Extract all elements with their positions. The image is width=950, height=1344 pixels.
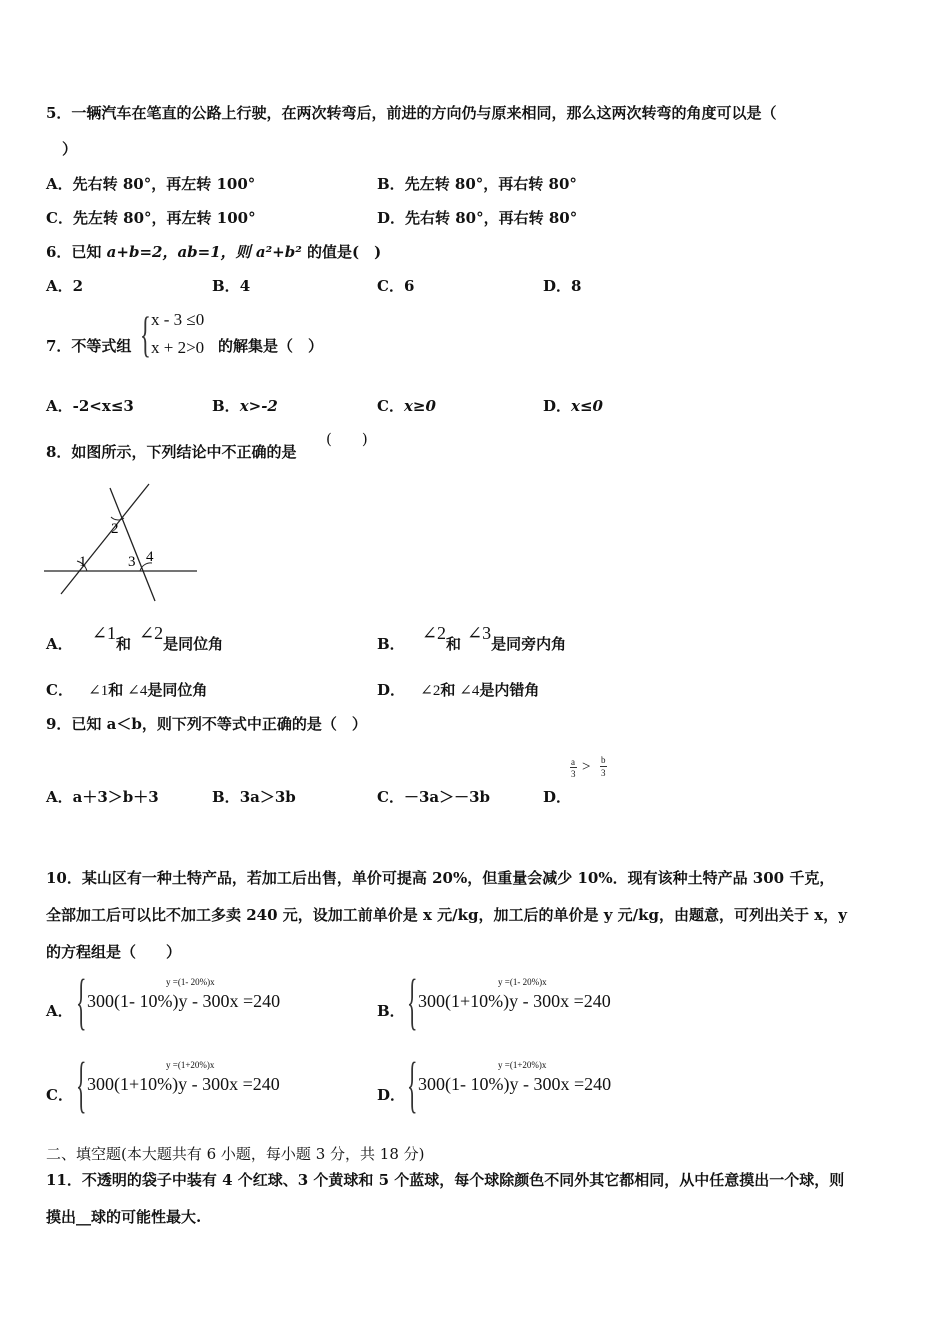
q5-stem: 5．一辆汽车在笔直的公路上行驶，在两次转弯后，前进的方向仍与原来相同，那么这两次转弯的角度可以是（ <box>46 104 777 122</box>
q10-option-b-top: y =(1- 20%)x <box>498 977 547 987</box>
q9-option-a[interactable]: A．a＋3＞b＋3 <box>46 788 159 806</box>
q10-line-2: 全部加工后可以比不加工多卖 240 元，设加工前单价是 x 元/kg，加工后的单价是 y 元/kg，由题意，可列出关于 x，y <box>46 906 847 924</box>
q7-option-c[interactable]: C．x≥0 <box>377 397 436 415</box>
figure-label-2: 2 <box>111 521 119 537</box>
q5-option-b[interactable]: B．先左转 80°，再右转 80° <box>377 175 577 193</box>
q8-option-b[interactable]: B． ∠2和∠3是同旁内角 <box>377 623 567 653</box>
q8-option-d[interactable]: D． ∠2和 ∠4是内错角 <box>377 681 540 699</box>
q10-line-3: 的方程组是（ ） <box>46 943 182 961</box>
q9-option-b[interactable]: B．3a＞3b <box>212 788 296 806</box>
q7-option-b[interactable]: B．x>-2 <box>212 397 278 415</box>
figure-label-1: 1 <box>79 554 87 570</box>
q6-option-d[interactable]: D．8 <box>543 277 582 295</box>
q10-option-a-bottom: 300(1- 10%)y - 300x =240 <box>87 991 281 1011</box>
figure-label-3: 3 <box>128 554 136 570</box>
q11-line-2: 摸出__球的可能性最大. <box>46 1208 202 1226</box>
q7-inequality-1: x - 3 ≤0 <box>151 310 205 329</box>
figure-transversal-left <box>61 484 149 594</box>
q9-option-d[interactable]: D． <box>543 788 572 806</box>
section-2-title: 二、填空题(本大题共有 6 小题，每小题 3 分，共 18 分) <box>46 1145 425 1163</box>
q10-option-d-brace: { <box>407 1051 418 1119</box>
q6-option-b[interactable]: B．4 <box>212 277 251 295</box>
q10-option-c-bottom: 300(1+10%)y - 300x =240 <box>87 1074 280 1094</box>
q11-line-1: 11．不透明的袋子中装有 4 个红球、3 个黄球和 5 个蓝球，每个球除颜色不同外其它都相同，从中任意摸出一个球，则 <box>46 1171 845 1189</box>
q5-option-d[interactable]: D．先右转 80°，再右转 80° <box>377 209 578 227</box>
figure-label-4: 4 <box>146 549 154 565</box>
q7-stem-suffix: 的解集是（ ） <box>218 337 324 355</box>
q7-option-d[interactable]: D．x≤0 <box>543 397 603 415</box>
q5-stem-end: ） <box>62 140 78 158</box>
q7-option-a[interactable]: A．-2<x≤3 <box>46 397 134 415</box>
q7-inequality-2: x + 2>0 <box>151 338 205 357</box>
q10-option-b-bottom: 300(1+10%)y - 300x =240 <box>418 991 611 1011</box>
q8-figure <box>40 480 205 605</box>
q10-option-c-label[interactable]: C． <box>46 1086 73 1104</box>
q6-option-a[interactable]: A．2 <box>46 277 84 295</box>
q8-option-a[interactable]: A． ∠1和∠2是同位角 <box>46 623 224 653</box>
q8-stem: 8．如图所示，下列结论中不正确的是 <box>46 443 297 461</box>
q10-option-c-brace: { <box>76 1051 87 1119</box>
q10-option-a-brace: { <box>76 968 87 1036</box>
q8-paren: ( ) <box>326 430 368 448</box>
q10-option-c-top: y =(1+20%)x <box>166 1060 215 1070</box>
q10-option-d-label[interactable]: D． <box>377 1086 406 1104</box>
q10-option-b-label[interactable]: B． <box>377 1002 405 1020</box>
q10-option-d-bottom: 300(1- 10%)y - 300x =240 <box>418 1074 612 1094</box>
q7-brace: { <box>140 306 151 362</box>
q10-option-d-top: y =(1+20%)x <box>498 1060 547 1070</box>
q9-stem: 9．已知 a＜b，则下列不等式中正确的是（ ） <box>46 715 367 733</box>
q10-option-a-top: y =(1- 20%)x <box>166 977 215 987</box>
q6-stem: 6．已知 a+b=2，ab=1，则 a²+b² 的值是( ) <box>46 243 382 261</box>
q7-stem-prefix: 7．不等式组 <box>46 337 132 355</box>
q10-option-b-brace: { <box>407 968 418 1036</box>
q8-option-c[interactable]: C． ∠1和 ∠4是同位角 <box>46 681 208 699</box>
q6-option-c[interactable]: C．6 <box>377 277 415 295</box>
q9-option-c[interactable]: C．－3a＞－3b <box>377 788 491 806</box>
q9-option-d-fraction: a 3 > b 3 <box>571 755 606 779</box>
q10-option-a-label[interactable]: A． <box>46 1002 73 1020</box>
q10-line-1: 10．某山区有一种土特产品，若加工后出售，单价可提高 20%，但重量会减少 10%．现有该种土特产品 300 千克， <box>46 869 835 887</box>
q5-option-c[interactable]: C．先左转 80°，再左转 100° <box>46 209 256 227</box>
q5-option-a[interactable]: A．先右转 80°，再左转 100° <box>46 175 256 193</box>
